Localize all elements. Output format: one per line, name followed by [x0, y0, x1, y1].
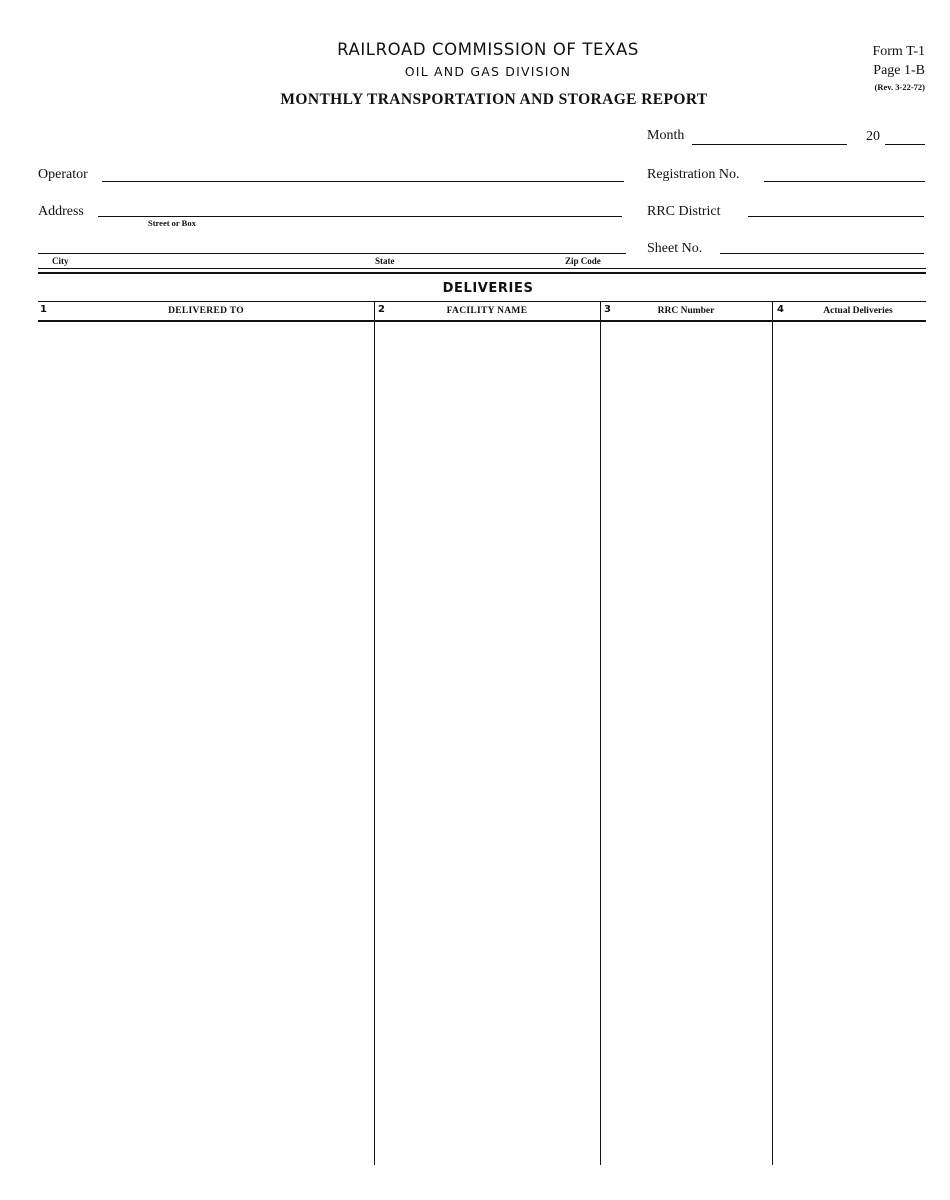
page-number: Page 1-B	[873, 63, 925, 78]
column-number-2: 2	[378, 304, 385, 315]
operator-field[interactable]	[102, 181, 624, 182]
sheet-label: Sheet No.	[647, 241, 703, 256]
year-prefix: 20	[866, 129, 880, 144]
form-id: Form T-1	[872, 44, 925, 59]
year-field[interactable]	[885, 144, 925, 145]
column-number-3: 3	[604, 304, 611, 315]
column-number-1: 1	[40, 304, 47, 315]
month-label: Month	[647, 128, 685, 143]
city-state-zip-field[interactable]	[38, 253, 626, 254]
month-field[interactable]	[692, 144, 847, 145]
divider-rule-bottom	[38, 272, 926, 274]
deliveries-section-title: DELIVERIES	[442, 281, 534, 296]
column-number-4: 4	[777, 304, 784, 315]
registration-label: Registration No.	[647, 167, 740, 182]
table-header-top-rule	[38, 301, 926, 302]
column-header-delivered-to: DELIVERED TO	[168, 306, 244, 316]
district-field[interactable]	[748, 216, 924, 217]
district-label: RRC District	[647, 204, 721, 219]
registration-field[interactable]	[764, 181, 925, 182]
report-title: MONTHLY TRANSPORTATION AND STORAGE REPORT	[280, 91, 708, 108]
actual-deliveries-entry-area[interactable]	[774, 322, 926, 1164]
address-label: Address	[38, 204, 84, 219]
state-sublabel: State	[375, 256, 395, 266]
column-divider-2	[600, 301, 601, 1165]
street-field[interactable]	[98, 216, 622, 217]
column-divider-3	[772, 301, 773, 1165]
revision-date: (Rev. 3-22-72)	[874, 82, 925, 92]
zip-sublabel: Zip Code	[565, 256, 601, 266]
rrc-number-entry-area[interactable]	[602, 322, 771, 1164]
division-title: OIL AND GAS DIVISION	[404, 64, 572, 79]
column-header-facility-name: FACILITY NAME	[446, 306, 528, 316]
sheet-field[interactable]	[720, 253, 924, 254]
delivered-to-entry-area[interactable]	[38, 322, 373, 1164]
street-sublabel: Street or Box	[148, 218, 196, 228]
facility-name-entry-area[interactable]	[376, 322, 599, 1164]
city-sublabel: City	[52, 256, 69, 266]
agency-title: RAILROAD COMMISSION OF TEXAS	[337, 40, 639, 59]
column-header-actual-deliveries: Actual Deliveries	[823, 306, 893, 316]
column-header-rrc-number: RRC Number	[657, 306, 715, 316]
divider-rule-top	[38, 268, 926, 269]
column-divider-1	[374, 301, 375, 1165]
operator-label: Operator	[38, 167, 88, 182]
